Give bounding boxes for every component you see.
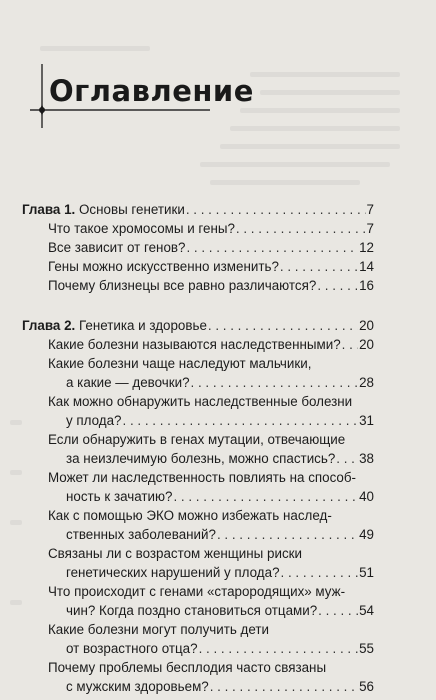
entry-text: Какие болезни могут получить дети xyxy=(48,622,269,637)
page-number: 7 xyxy=(366,202,374,217)
page-number: 7 xyxy=(366,221,374,236)
dot-leader xyxy=(210,677,358,696)
chapter-number: Глава 2. xyxy=(22,318,76,333)
toc-entry-line[interactable] xyxy=(66,373,374,392)
page-number: 40 xyxy=(359,489,374,504)
page-number: 49 xyxy=(359,527,374,542)
toc-entry-line[interactable] xyxy=(48,544,302,563)
toc-entry-line[interactable] xyxy=(48,582,345,601)
entry-text: Что такое хромосомы и гены? xyxy=(48,221,235,236)
entry-text: Может ли наследственность повлиять на способ- xyxy=(48,470,357,485)
toc-entry-line[interactable] xyxy=(66,487,374,506)
toc-entry-line[interactable] xyxy=(48,392,352,411)
toc-entry-line[interactable] xyxy=(48,257,374,276)
toc-entry-line[interactable] xyxy=(66,449,374,468)
chapter-title: Генетика и здоровье xyxy=(79,318,207,333)
toc-entry-line[interactable] xyxy=(48,219,374,238)
entry-text: за неизлечимую болезнь, можно спастись? xyxy=(66,451,336,466)
page-number: 54 xyxy=(359,603,374,618)
dot-leader xyxy=(236,219,366,238)
entry-text: от возрастного отца? xyxy=(66,641,198,656)
entry-text: а какие — девочки? xyxy=(66,375,190,390)
toc-entry-line[interactable] xyxy=(66,525,374,544)
toc-entry-line[interactable] xyxy=(48,468,356,487)
toc-entry-line[interactable] xyxy=(48,238,374,257)
dot-leader xyxy=(281,563,359,582)
toc-chapter-row[interactable] xyxy=(22,316,374,335)
chapter-label xyxy=(22,200,185,219)
entry-text: чин? Когда поздно становиться отцами? xyxy=(66,603,318,618)
entry-text: Все зависит от генов? xyxy=(48,240,186,255)
dot-leader xyxy=(123,411,359,430)
entry-text: Почему проблемы бесплодия часто связаны xyxy=(48,660,327,675)
dot-leader xyxy=(186,200,366,219)
page-number: 56 xyxy=(359,679,374,694)
dot-leader xyxy=(318,601,358,620)
entry-text: Если обнаружить в генах мутации, отвечающие xyxy=(48,432,346,447)
toc-entry-line[interactable] xyxy=(66,563,374,582)
toc-entry-line[interactable] xyxy=(66,601,374,620)
dot-leader xyxy=(336,449,358,468)
page-number: 20 xyxy=(359,318,374,333)
page-number: 14 xyxy=(359,259,374,274)
dot-leader xyxy=(208,316,358,335)
entry-text: Связаны ли с возрастом женщины риски xyxy=(48,546,302,561)
toc-entry-line[interactable] xyxy=(48,335,374,354)
entry-text: Почему близнецы все равно различаются? xyxy=(48,278,317,293)
toc-entry-line[interactable] xyxy=(48,506,332,525)
entry-text: с мужским здоровьем? xyxy=(66,679,209,694)
dot-leader xyxy=(317,276,358,295)
dot-leader xyxy=(342,335,358,354)
toc-entry-line[interactable] xyxy=(48,620,269,639)
page-number: 16 xyxy=(359,278,374,293)
entry-text: у плода? xyxy=(66,413,122,428)
page-number: 51 xyxy=(359,565,374,580)
toc-chapter-row[interactable] xyxy=(22,200,374,219)
dot-leader xyxy=(280,257,358,276)
toc-entry-line[interactable] xyxy=(66,677,374,696)
toc-entry-line[interactable] xyxy=(66,411,374,430)
page-number: 55 xyxy=(359,641,374,656)
dot-leader xyxy=(199,639,359,658)
page-number: 31 xyxy=(359,413,374,428)
entry-text: Какие болезни чаще наследуют мальчики, xyxy=(48,356,312,371)
entry-text: Что происходит с генами «старородящих» муж- xyxy=(48,584,346,599)
chapter-number: Глава 1. xyxy=(22,202,76,217)
chapter-label xyxy=(22,316,207,335)
toc-entry-line[interactable] xyxy=(48,276,374,295)
dot-leader xyxy=(173,487,358,506)
page-number: 38 xyxy=(359,451,374,466)
dot-leader xyxy=(217,525,358,544)
dot-leader xyxy=(186,238,358,257)
chapter-title: Основы генетики xyxy=(79,202,185,217)
dot-leader xyxy=(191,373,359,392)
entry-text: Какие болезни называются наследственными? xyxy=(48,337,341,352)
entry-text: генетических нарушений у плода? xyxy=(66,565,280,580)
toc-entry-line[interactable] xyxy=(48,658,326,677)
page-number: 20 xyxy=(359,337,374,352)
page-number: 12 xyxy=(359,240,374,255)
toc-entry-line[interactable] xyxy=(66,639,374,658)
page-title: Оглавление xyxy=(49,74,254,108)
entry-text: ность к зачатию? xyxy=(66,489,173,504)
page-number: 28 xyxy=(359,375,374,390)
entry-text: Гены можно искусственно изменить? xyxy=(48,259,279,274)
entry-text: Как можно обнаружить наследственные болезни xyxy=(48,394,353,409)
entry-text: Как с помощью ЭКО можно избежать наслед- xyxy=(48,508,332,523)
toc-entry-line[interactable] xyxy=(48,430,345,449)
entry-text: ственных заболеваний? xyxy=(66,527,216,542)
toc-entry-line[interactable] xyxy=(48,354,311,373)
